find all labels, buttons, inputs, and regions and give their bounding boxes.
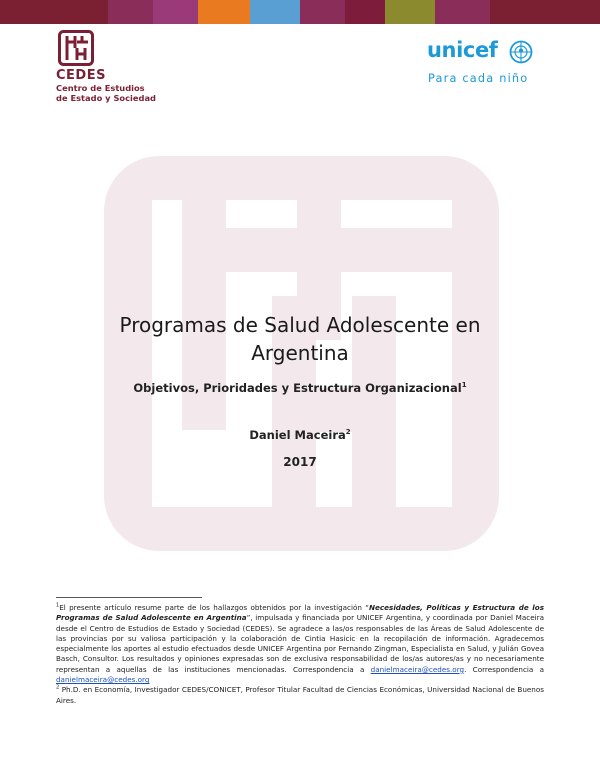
cedes-subtitle-line: de Estado y Sociedad [56,92,156,103]
color-block [198,0,250,24]
footnotes [56,603,544,706]
footnote-text: El presente artículo resume parte de los hallazgos obtenidos por la investigación “ [59,603,370,612]
cedes-name: CEDES [56,68,106,83]
title-line: Argentina [251,341,349,365]
cedes-subtitle-line: Centro de Estudios [56,83,145,93]
color-block [300,0,345,24]
top-color-bar [0,0,600,24]
footnote-marker: 2 [56,684,60,691]
title-line: Programas de Salud Adolescente en [119,313,481,337]
color-block [385,0,435,24]
footnote-text: Ph.D. en Economía, Investigador CEDES/CONICET, Profesor Titular Facultad de Ciencias Económicas, Universidad Nacional de Buenos Aires. [56,685,544,705]
publication-year: 2017 [283,455,317,469]
color-block [490,0,600,24]
footnote-2 [56,685,544,706]
color-block [108,0,153,24]
color-block [58,0,108,24]
color-block [0,0,58,24]
cedes-subtitle [56,84,176,103]
unicef-globe-icon [509,40,533,64]
footnote-text: . Correspondencia a [464,664,544,674]
author-name [60,428,540,442]
author-text: Daniel Maceira [249,428,346,442]
document-subtitle [60,381,540,395]
footnote-text: ”, impulsada y financiada por UNICEF Argentina, y coordinada por Daniel Maceira desde el Centro de Estudios de Estado y Sociedad (CEDES). Se agradece a las/os responsables de las Áreas de Salud Adolescente de las provincias por su valiosa participación y la colaboración de Cintia Hasicic en la recopilación de información. Agradecemos especialmente los aportes al estudio efectuados desde UNICEF Argentina por Fernando Zingman, Especialista en Salud, y Julián Govea Basch, Consultor. Los resultados y opiniones expresadas son de exclusiva responsabilidad de los/as autores/as y no necesariamente representan a aquellas de las instituciones mencionadas. Correspondencia a [56,613,544,674]
footnote-1 [56,603,544,685]
footnote-italic-title: Necesidades, Políticas y Estructura de los Programas de Salud Adolescente en Argentina [56,603,544,623]
unicef-tagline: Para cada niño [428,72,529,85]
cedes-logo [56,30,156,105]
subtitle-text: Objetivos, Prioridades y Estructura Organizacional [133,381,462,395]
email-link[interactable]: danielmaceira@cedes.org [56,675,150,685]
footnote-divider [56,597,202,598]
unicef-wordmark: unicef [427,38,498,62]
color-block [345,0,385,24]
cedes-logo-icon [58,30,94,66]
color-block [435,0,490,24]
document-title [60,311,540,367]
footnote-ref: 1 [461,381,467,390]
email-link[interactable]: danielmaceira@cedes.org [370,664,465,674]
footnote-ref: 2 [345,428,351,437]
footnote-marker: 1 [56,602,60,609]
unicef-logo [426,38,558,98]
color-block [153,0,198,24]
color-block [250,0,300,24]
